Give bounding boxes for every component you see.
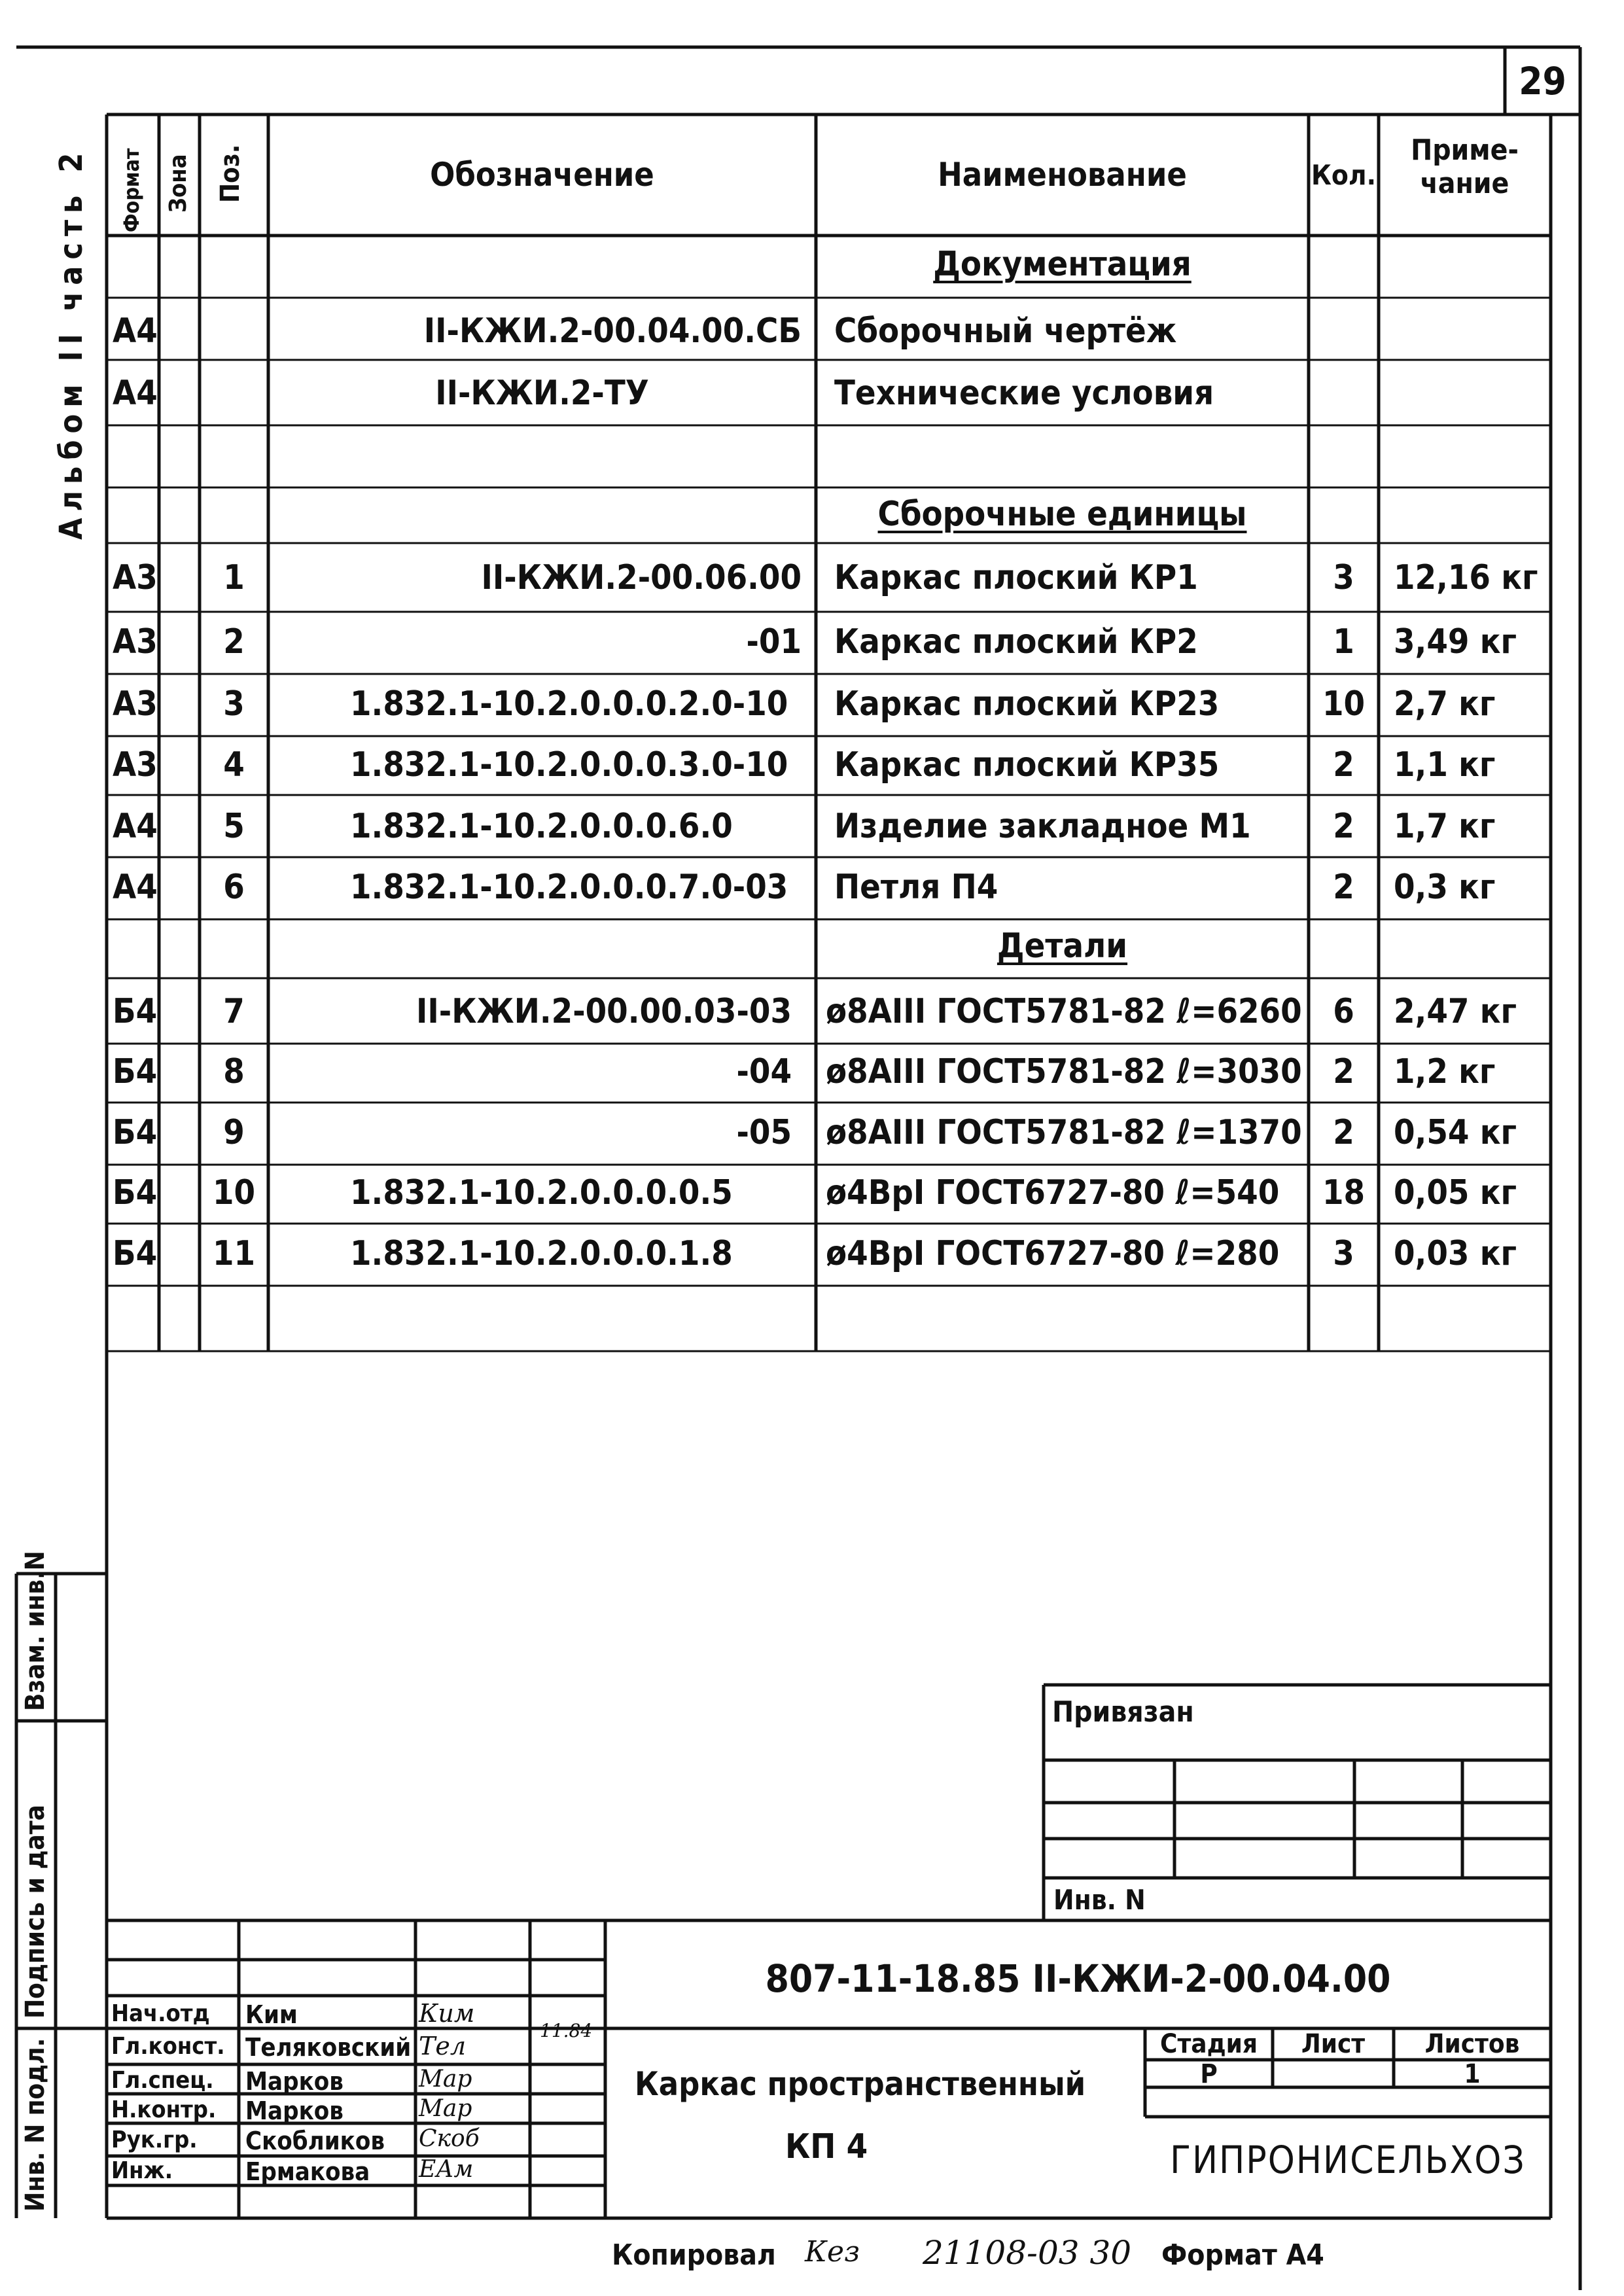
signature: Скоб: [419, 2125, 480, 2152]
signature: Мар: [419, 2095, 472, 2122]
row-note: 12,16 кг: [1394, 558, 1538, 597]
stage-value: Р: [1200, 2059, 1218, 2089]
row-format: А4: [113, 868, 158, 907]
row-designation: II-КЖИ.2-00.04.00.СБ: [423, 311, 802, 351]
row-format: А4: [113, 311, 158, 351]
privyazan-inv-label: Инв. N: [1053, 1884, 1146, 1916]
row-qty: 1: [1333, 622, 1354, 662]
row-pos: 10: [212, 1173, 256, 1212]
row-qty: 2: [1333, 745, 1354, 785]
row-qty: 2: [1333, 1052, 1354, 1091]
privyazan-label: Привязан: [1052, 1695, 1194, 1729]
row-qty: 18: [1322, 1173, 1366, 1212]
row-name: Изделие закладное М1: [834, 807, 1251, 846]
role-label: Инж.: [111, 2157, 173, 2184]
signature: Ким: [419, 1999, 475, 2028]
row-pos: 8: [223, 1052, 245, 1091]
footer-copied-label: Копировал: [612, 2238, 776, 2272]
section-documentation: Документация: [933, 245, 1192, 284]
header-designation: Обозначение: [430, 156, 654, 194]
row-name: Каркас плоский КР1: [834, 558, 1198, 597]
margin-inv-podl: Инв. N подл.: [20, 2038, 50, 2212]
row-name: ø8АIII ГОСТ5781-82 ℓ=6260: [826, 992, 1302, 1031]
row-note: 0,03 кг: [1394, 1234, 1517, 1273]
sheets-value: 1: [1464, 2059, 1481, 2089]
album-side-label: Альбом II часть 2: [53, 146, 90, 540]
header-zone: Зона: [165, 154, 192, 213]
row-pos: 2: [223, 622, 245, 662]
header-qty: Кол.: [1311, 159, 1376, 191]
row-name: Каркас плоский КР23: [834, 684, 1220, 724]
row-designation: II-КЖИ.2-00.00.03-03: [415, 992, 792, 1031]
row-note: 2,47 кг: [1394, 992, 1517, 1031]
person-name: Марков: [245, 2067, 344, 2096]
row-qty: 2: [1333, 807, 1354, 846]
row-note: 0,3 кг: [1394, 868, 1496, 907]
item-code: КП 4: [785, 2127, 868, 2166]
row-pos: 4: [223, 745, 245, 785]
footer-order-number: 21108-03 30: [923, 2234, 1132, 2272]
page-number: 29: [1519, 59, 1566, 103]
signature: Мар: [419, 2066, 472, 2093]
row-pos: 1: [223, 558, 245, 597]
row-designation: -04: [736, 1052, 792, 1091]
row-format: А3: [113, 622, 158, 662]
role-label: Рук.гр.: [111, 2127, 198, 2153]
row-format: А3: [113, 745, 158, 785]
row-note: 1,1 кг: [1394, 745, 1496, 785]
item-name: Каркас пространственный: [635, 2065, 1086, 2103]
signature-date: 11.84: [540, 2020, 593, 2041]
row-format: Б4: [113, 1052, 158, 1091]
person-name: Теляковский: [245, 2033, 412, 2062]
row-note: 0,05 кг: [1394, 1173, 1517, 1212]
row-format: А4: [113, 807, 158, 846]
row-format: Б4: [113, 1173, 158, 1212]
row-name: ø4ВрI ГОСТ6727-80 ℓ=540: [826, 1173, 1280, 1212]
row-designation: II-КЖИ.2-ТУ: [435, 374, 649, 413]
row-note: 2,7 кг: [1394, 684, 1496, 724]
role-label: Н.контр.: [111, 2096, 217, 2123]
row-format: А3: [113, 558, 158, 597]
row-qty: 10: [1322, 684, 1366, 724]
section-assemblies: Сборочные единицы: [877, 495, 1247, 534]
row-pos: 6: [223, 868, 245, 907]
row-qty: 6: [1333, 992, 1354, 1031]
header-format: Формат: [119, 148, 144, 232]
row-designation: 1.832.1-10.2.0.0.0.7.0-03: [350, 868, 788, 907]
row-pos: 7: [223, 992, 245, 1031]
stage-label: Стадия: [1160, 2029, 1258, 2059]
person-name: Ермакова: [245, 2157, 370, 2186]
row-note: 0,54 кг: [1394, 1113, 1517, 1152]
document-code: 807-11-18.85 II-КЖИ-2-00.04.00: [765, 1956, 1391, 2001]
row-name: Петля П4: [834, 868, 998, 907]
row-format: А4: [113, 374, 158, 413]
margin-podpis-data: Подпись и дата: [20, 1805, 50, 2019]
section-details: Детали: [997, 927, 1128, 966]
footer-format: Формат А4: [1161, 2238, 1324, 2272]
row-name: Технические условия: [834, 374, 1214, 413]
person-name: Ким: [245, 2000, 298, 2029]
row-designation: 1.832.1-10.2.0.0.0.6.0: [350, 807, 733, 846]
row-name: Каркас плоский КР35: [834, 745, 1220, 785]
row-designation: 1.832.1-10.2.0.0.0.1.8: [350, 1234, 733, 1273]
signature: Тел: [419, 2032, 467, 2060]
header-pos: Поз.: [215, 144, 245, 203]
footer-copier: Кез: [805, 2235, 860, 2269]
row-designation: -05: [736, 1113, 792, 1152]
row-note: 1,7 кг: [1394, 807, 1496, 846]
role-label: Гл.спец.: [111, 2067, 214, 2094]
row-format: Б4: [113, 1113, 158, 1152]
margin-vzam-inv: Взам. инв.N: [20, 1551, 50, 1711]
row-qty: 2: [1333, 868, 1354, 907]
sheets-label: Листов: [1424, 2029, 1520, 2059]
header-name: Наименование: [938, 156, 1187, 194]
role-label: Гл.конст.: [111, 2033, 225, 2060]
row-name: ø4ВрI ГОСТ6727-80 ℓ=280: [826, 1234, 1280, 1273]
organization: ГИПРОНИСЕЛЬХОЗ: [1170, 2138, 1526, 2182]
row-name: Каркас плоский КР2: [834, 622, 1198, 662]
row-designation: -01: [746, 622, 802, 662]
header-note: Приме- чание: [1411, 133, 1519, 200]
role-label: Нач.отд: [111, 2000, 210, 2027]
row-pos: 9: [223, 1113, 245, 1152]
row-designation: II-КЖИ.2-00.06.00: [481, 558, 802, 597]
row-name: ø8АIII ГОСТ5781-82 ℓ=3030: [826, 1052, 1302, 1091]
row-format: Б4: [113, 1234, 158, 1273]
sheet-label: Лист: [1301, 2029, 1366, 2059]
row-format: Б4: [113, 992, 158, 1031]
signature: ЕАм: [419, 2156, 474, 2183]
row-pos: 5: [223, 807, 245, 846]
row-pos: 11: [212, 1234, 256, 1273]
row-designation: 1.832.1-10.2.0.0.0.2.0-10: [350, 684, 788, 724]
row-name: Сборочный чертёж: [834, 311, 1177, 351]
row-qty: 2: [1333, 1113, 1354, 1152]
person-name: Скобликов: [245, 2127, 385, 2155]
row-pos: 3: [223, 684, 245, 724]
row-note: 3,49 кг: [1394, 622, 1517, 662]
row-note: 1,2 кг: [1394, 1052, 1496, 1091]
row-qty: 3: [1333, 1234, 1354, 1273]
row-designation: 1.832.1-10.2.0.0.0.0.5: [350, 1173, 733, 1212]
person-name: Марков: [245, 2096, 344, 2125]
row-designation: 1.832.1-10.2.0.0.0.3.0-10: [350, 745, 788, 785]
row-qty: 3: [1333, 558, 1354, 597]
row-format: А3: [113, 684, 158, 724]
row-name: ø8АIII ГОСТ5781-82 ℓ=1370: [826, 1113, 1302, 1152]
